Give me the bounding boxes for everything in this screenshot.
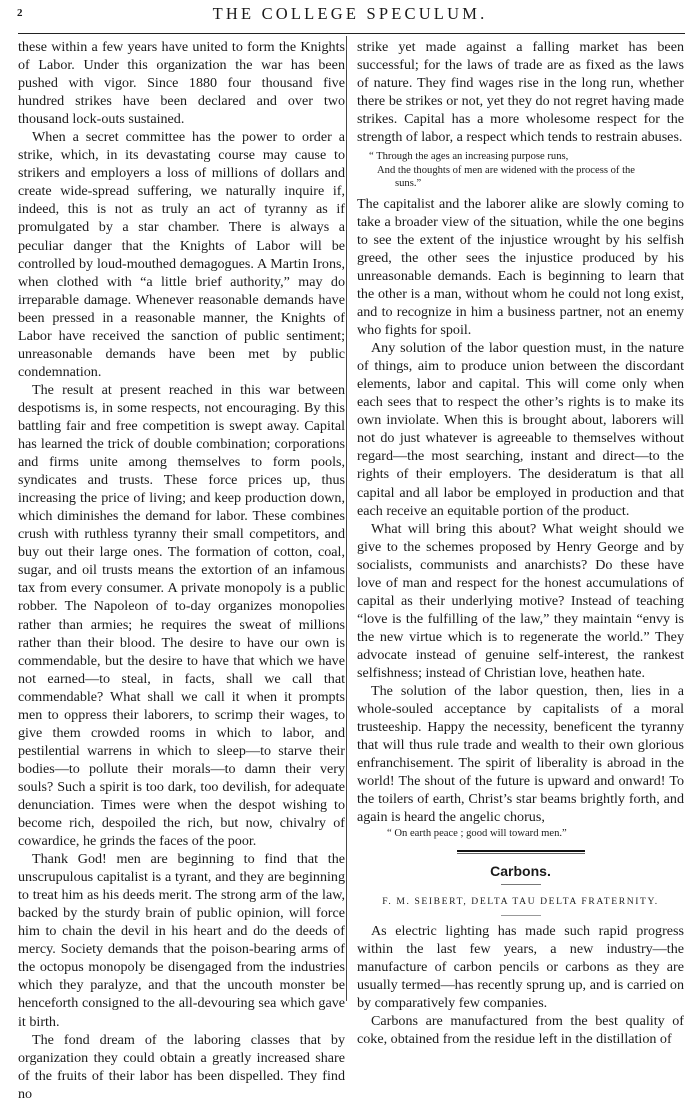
- paragraph: The result at present reached in this war between despotisms is, in some respects, not encouraging. By this battling fair and free competition is swept away. Capital has learned the trick of double combination; corporations and firms unite among themselves to form pools, syndicates and trusts. These force prices up, thus increasing the price of living; and keep production down, which diminishes the demand for labor. These combines crush with ruthless tyranny their small competitors, and buy out their large ones. The formation of cotton, coal, sugar, and oil trusts means the extortion of an infamous tax from every consumer. A private monopoly is a public robber. The Napoleon of to-day organizes monopolies rather than armies; he requires the sweat of millions rather than their blood. The desire to have our own is commendable, but the desire to have that which we have not earned—to steal, in facts, shall we call that commendable? What shall we call it when it prompts men to oppress their laborers, to scrimp their wages, to give them crowded rooms in which to labor, and pestilential warrens in which to sleep—to starve their bodies—to pollute their morals—to damn their very souls? Such a spirit is too dark, too devilish, for adequate denunciation. Times were when the despot wishing to become rich, despoiled the rich, but now, chivalry of cowardice, he grinds the faces of the poor.: [18, 381, 345, 850]
- paragraph: As electric lighting has made such rapid progress within the last few years, a new industry—the manufacture of carbon pencils or carbons as they are usually termed—has recently sprung up, and is carried on by comparatively few companies.: [357, 922, 684, 1011]
- paragraph: The capitalist and the laborer alike are slowly coming to take a broader view of the situation, while the one begins to see the extent of the injustice wrought by his selfish greed, the other sees the injustice produced by his unreasonable demands. Each is beginning to learn that the other is a man, without whom he could not long exist, and to recognize in him a business partner, not an enemy who fights for spoil.: [357, 195, 684, 339]
- paragraph: these within a few years have united to form the Knights of Labor. Under this organization the war has been pushed with vigor. Since 1880 four thousand five hundred strikes have been declared and over two thousand lock-outs sustained.: [18, 39, 345, 128]
- running-head-title: THE COLLEGE SPECULUM.: [212, 4, 488, 23]
- verse-line: And the thoughts of men are widened with the process of the: [377, 164, 636, 176]
- page-number: 2: [17, 7, 23, 19]
- paragraph: The solution of the labor question, then, lies in a whole-souled acceptance by capitalists of a moral trusteeship. Happy the necessity, beneficent the tyranny that will thus rule trade and wealth to their own glorious enfranchisement. The spirit of liberality is abroad in the world! The shout of the future is upward and onward! To the toilers of earth, Christ’s star beams brightly forth, and again is heard the angelic chorus,: [357, 683, 684, 826]
- paragraph: What will bring this about? What weight should we give to the schemes proposed by Henry George and by socialists, communists and anarchists? Do these have love of man and respect for the honest accumulations of capital as their underlying motive? Instead of teaching “love is the fulfilling of the law,” they maintain “envy is the new virtue which is to regenerate the world.” They advocate instead of genuine self-interest, the rankest selfishness; instead of Christian love, heathen hate.: [357, 520, 684, 681]
- right-column: [357, 38, 684, 1048]
- paragraph: strike yet made against a falling market has been successful; for the laws of trade are as fixed as the laws of nature. They find wages rise in the long run, whether there be strikes or not, yet they do not regret having made strikes. Capital has a more wholesome respect for the strength of labor, a respect which tends to restrain abuses.: [357, 39, 684, 146]
- paragraph: Thank God! men are beginning to find that the unscrupulous capitalist is a tyrant, and they are beginning to treat him as his deeds merit. The strong arm of the law, backed by the sturdy brain of public opinion, will force him to chain the devil in his heart and do the deeds of mercy. Society demands that the poison-bearing arms of the octopus monopoly be disengaged from the industries which they paralyze, and that the uncouth monster be henceforth consigned to the all-devouring sea which gave it birth.: [18, 851, 345, 1030]
- left-column: [18, 38, 345, 1103]
- section-divider-thin: [457, 853, 585, 854]
- byline-rule: [501, 915, 541, 916]
- verse-quotation: [357, 150, 684, 191]
- column-divider: [346, 36, 347, 1001]
- article-title: Carbons.: [490, 863, 551, 880]
- paragraph: The fond dream of the laboring classes that by organization they could obtain a greatly increased share of the fruits of their labor has been dispelled. They find no: [18, 1031, 345, 1102]
- header-rule: [18, 33, 685, 34]
- section-divider-thick: [457, 850, 585, 852]
- closing-quotation: “ On earth peace ; good will toward men.”: [387, 828, 567, 840]
- verse-line: suns.”: [395, 178, 422, 190]
- paragraph: When a secret committee has the power to order a strike, which, in its devastating course may cause to strikers and employers a loss of millions of dollars and create wide-spread suffering, we naturally inquire if, indeed, this is not as truly an act of tyranny as if promulgated by a star chamber. There is always a peculiar danger that the Knights of Labor will be controlled by loud-mouthed demagogues. A Martin Irons, when clothed with “a little brief authority,” may do irreparable damage. Whenever reasonable demands have been pressed in a reasonable manner, the Knights of Labor have received the sanction of public sentiment; unreasonable demands have been met by public condemnation.: [18, 129, 345, 380]
- title-rule: [501, 884, 541, 885]
- verse-line: “ Through the ages an increasing purpose runs,: [369, 151, 569, 163]
- article-byline: F. M. SEIBERT, DELTA TAU DELTA FRATERNITY.: [382, 896, 659, 908]
- paragraph: Carbons are manufactured from the best quality of coke, obtained from the residue left in the distillation of: [357, 1012, 684, 1047]
- paragraph: Any solution of the labor question must, in the nature of things, aim to produce union between the discordant elements, labor and capital. This will come only when each sees that to respect the other’s rights is to make its own inviolate. When this is brought about, laborers will not do just whatever is agreeable to themselves without regard—the most searching, instant and direct—to the rights of their employers. The desideratum is that all capital and all labor be employed in production and that each receive an equitable portion of the product.: [357, 340, 684, 519]
